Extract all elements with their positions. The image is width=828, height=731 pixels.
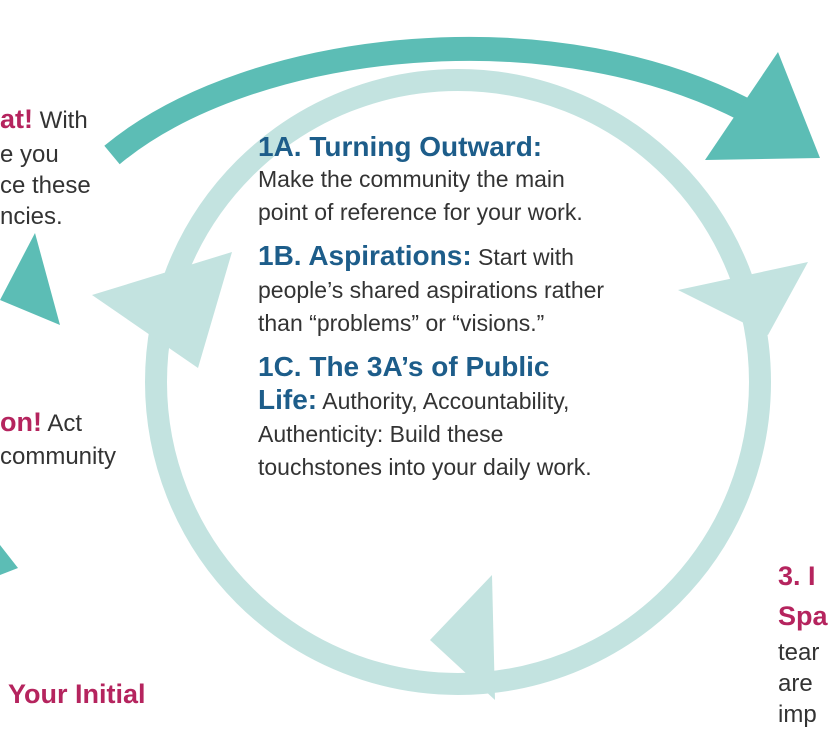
left-mid-accent: on! <box>0 407 42 437</box>
right-bottom-line3: tear <box>778 639 820 666</box>
left-top-text <box>0 103 88 137</box>
left-mid-inline: Act <box>41 410 83 437</box>
left-top-accent: at! <box>0 104 33 134</box>
item-1c-heading-line2: Life: <box>258 384 318 415</box>
left-mid-text <box>0 406 82 440</box>
item-1c-line3: touchstones into your daily work. <box>258 454 592 480</box>
item-1c-heading-line1: 1C. The 3A’s of Public <box>258 351 550 382</box>
left-top-inline: With <box>33 107 88 134</box>
item-1c-line2: Authenticity: Build these <box>258 421 504 447</box>
right-bottom-line4: are <box>778 670 813 697</box>
item-1a-heading: 1A. Turning Outward: <box>258 131 543 162</box>
item-1b-heading: 1B. Aspirations: <box>258 240 472 271</box>
item-1a-line2: point of reference for your work. <box>258 199 583 225</box>
left-bottom-accent: Your Initial <box>8 679 146 709</box>
left-mid-line2: community <box>0 443 117 470</box>
right-bottom-accent-line1: 3. I <box>778 561 816 591</box>
outer-arrowhead-left <box>0 233 60 325</box>
item-1b <box>258 239 678 340</box>
left-top-line2: e you <box>0 141 59 168</box>
item-1b-inline: Start with <box>471 244 574 270</box>
item-1a-line1: Make the community the main <box>258 166 565 192</box>
right-bottom-line5: imp <box>778 701 817 728</box>
outer-arrowhead-bottom-left <box>0 545 18 575</box>
item-1a <box>258 130 678 229</box>
center-content <box>258 130 678 494</box>
right-bottom-accent-line2: Spa <box>778 601 828 631</box>
item-1c <box>258 350 678 484</box>
item-1c-inline: Authority, Accountability, <box>317 388 570 414</box>
item-1b-line3: than “problems” or “visions.” <box>258 310 545 336</box>
item-1b-line2: people’s shared aspirations rather <box>258 277 605 303</box>
left-top-line3: ce these <box>0 172 91 199</box>
left-top-line4: ncies. <box>0 203 63 230</box>
